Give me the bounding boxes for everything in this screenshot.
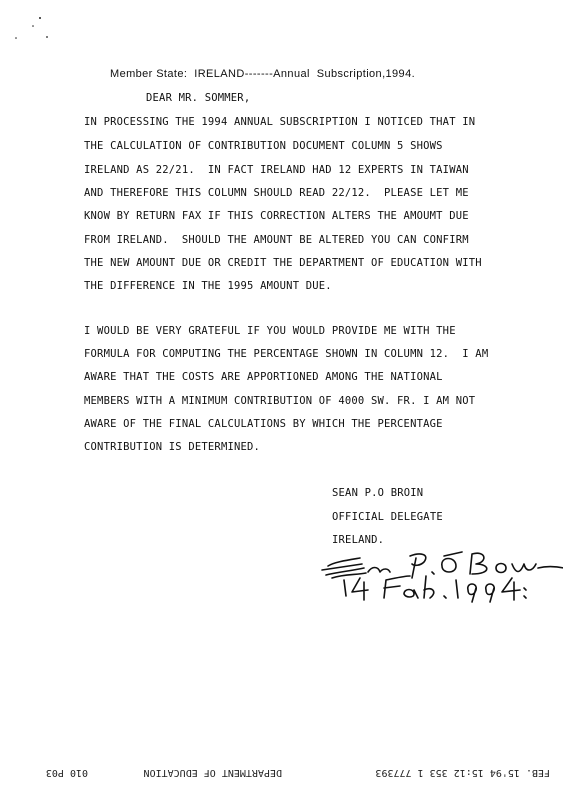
fax-page-number: 010 P03	[45, 767, 88, 778]
fax-transmission-footer	[20, 758, 550, 788]
paragraph-line: FROM IRELAND. SHOULD THE AMOUNT BE ALTERED YOU CAN CONFIRM	[84, 234, 469, 246]
paragraph-line: THE DIFFERENCE IN THE 1995 AMOUNT DUE.	[84, 280, 332, 292]
paragraph-line: AND THEREFORE THIS COLUMN SHOULD READ 22/12. PLEASE LET ME	[84, 187, 469, 199]
paragraph-line: CONTRIBUTION IS DETERMINED.	[84, 441, 261, 453]
paragraph-line: FORMULA FOR COMPUTING THE PERCENTAGE SHOWN IN COLUMN 12. I AM	[84, 348, 489, 360]
paragraph-line: I WOULD BE VERY GRATEFUL IF YOU WOULD PROVIDE ME WITH THE	[84, 325, 456, 337]
member-state-header: Member State: IRELAND-------Annual Subscription,1994.	[110, 68, 416, 80]
paragraph-line: IN PROCESSING THE 1994 ANNUAL SUBSCRIPTION I NOTICED THAT IN	[84, 116, 476, 128]
date-text	[340, 582, 347, 583]
paragraph-line: IRELAND AS 22/21. IN FACT IRELAND HAD 12 EXPERTS IN TAIWAN	[84, 164, 469, 176]
paragraph-line: AWARE OF THE FINAL CALCULATIONS BY WHICH THE PERCENTAGE	[84, 418, 443, 430]
signer-country: IRELAND.	[332, 534, 385, 546]
signature-text	[330, 558, 339, 559]
fax-timestamp: FEB. 15'94 15:12 353 1 777393	[375, 767, 550, 778]
paragraph-line: AWARE THAT THE COSTS ARE APPORTIONED AMONG THE NATIONAL	[84, 371, 443, 383]
fax-noise-specks	[0, 0, 80, 60]
fax-sender: DEPARTMENT OF EDUCATION	[143, 767, 282, 778]
signer-title: OFFICIAL DELEGATE	[332, 511, 443, 523]
salutation: DEAR MR. SOMMER,	[146, 92, 251, 104]
handwritten-date	[340, 568, 530, 604]
paragraph-line: THE NEW AMOUNT DUE OR CREDIT THE DEPARTMENT OF EDUCATION WITH	[84, 257, 482, 269]
paragraph-line: THE CALCULATION OF CONTRIBUTION DOCUMENT COLUMN 5 SHOWS	[84, 140, 443, 152]
signer-name: SEAN P.O BROIN	[332, 487, 424, 499]
paragraph-line: KNOW BY RETURN FAX IF THIS CORRECTION ALTERS THE AMOUMT DUE	[84, 210, 469, 222]
paragraph-line: MEMBERS WITH A MINIMUM CONTRIBUTION OF 4000 SW. FR. I AM NOT	[84, 395, 476, 407]
